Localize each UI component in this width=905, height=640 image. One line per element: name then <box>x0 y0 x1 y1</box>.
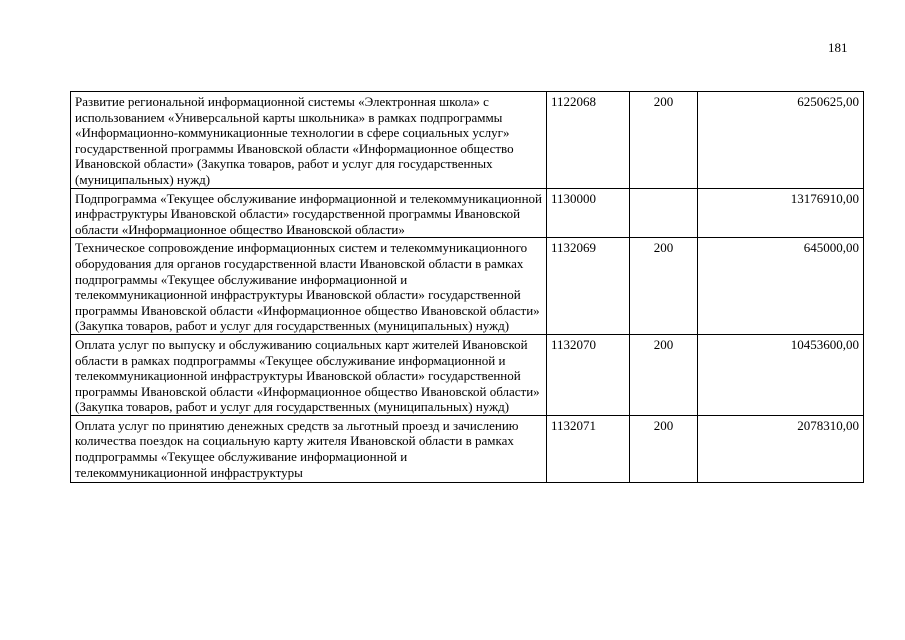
budget-table <box>70 91 864 483</box>
row-expense-type: 200 <box>630 92 698 189</box>
row-expense-type: 200 <box>630 415 698 482</box>
table-row <box>71 415 864 482</box>
row-description: Развитие региональной информационной системы «Электронная школа» с использованием «Универсальной карты школьника» в рамках подпрограммы «Информационно-коммуникационные технологии в сфере социальных услуг» государственной программы Ивановской области «Информационное общество Ивановской области» (Закупка товаров, работ и услуг для государственных (муниципальных) нужд) <box>71 92 547 189</box>
row-description: Оплата услуг по выпуску и обслуживанию социальных карт жителей Ивановской области в рамках подпрограммы «Текущее обслуживание информационной и телекоммуникационной инфраструктуры Ивановской области» государственной программы Ивановской области «Информационное общество Ивановской области» (Закупка товаров, работ и услуг для государственных (муниципальных) нужд) <box>71 334 547 415</box>
table-row <box>71 334 864 415</box>
row-expense-type: 200 <box>630 334 698 415</box>
row-target-code: 1122068 <box>547 92 630 189</box>
row-description: Подпрограмма «Текущее обслуживание информационной и телекоммуникационной инфраструктуры Ивановской области» государственной программы Ивановской области «Информационное общество Ивановской области» <box>71 188 547 238</box>
table-row <box>71 238 864 335</box>
row-amount: 13176910,00 <box>698 188 864 238</box>
row-target-code: 1132070 <box>547 334 630 415</box>
row-target-code: 1132069 <box>547 238 630 335</box>
row-expense-type: 200 <box>630 238 698 335</box>
row-expense-type <box>630 188 698 238</box>
row-amount: 645000,00 <box>698 238 864 335</box>
row-target-code: 1130000 <box>547 188 630 238</box>
row-amount: 10453600,00 <box>698 334 864 415</box>
row-amount: 2078310,00 <box>698 415 864 482</box>
row-target-code: 1132071 <box>547 415 630 482</box>
page-number: 181 <box>828 40 848 55</box>
row-amount: 6250625,00 <box>698 92 864 189</box>
table-row <box>71 188 864 238</box>
row-description: Оплата услуг по принятию денежных средств за льготный проезд и зачислению количества поездок на социальную карту жителя Ивановской области в рамках подпрограммы «Текущее обслуживание информационной и телекоммуникационной инфраструктуры <box>71 415 547 482</box>
row-description: Техническое сопровождение информационных систем и телекоммуникационного оборудования для органов государственной власти Ивановской области в рамках подпрограммы «Текущее обслуживание информационной и телекоммуникационной инфраструктуры Ивановской области» государственной программы Ивановской области «Информационное общество Ивановской области» (Закупка товаров, работ и услуг для государственных (муниципальных) нужд) <box>71 238 547 335</box>
table-row <box>71 92 864 189</box>
